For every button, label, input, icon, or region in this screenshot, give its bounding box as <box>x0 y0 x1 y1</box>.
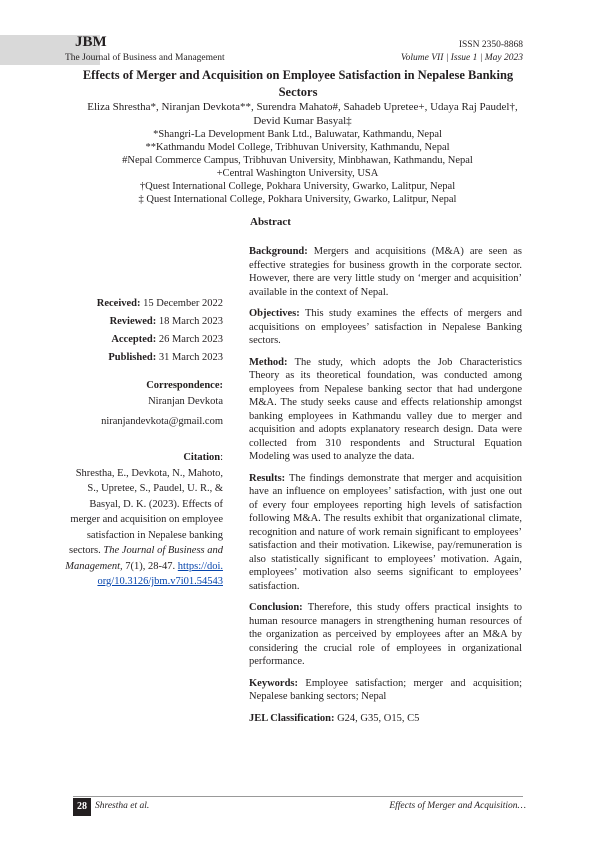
dates-block <box>63 296 223 365</box>
citation-pages: 7(1), 28-47. <box>125 560 176 572</box>
footer-running-title: Effects of Merger and Acquisition… <box>389 801 526 811</box>
journal-name: The Journal of Business and Management <box>65 53 225 63</box>
abstract-objectives <box>249 307 522 348</box>
reviewed-line <box>63 314 223 329</box>
accepted-label: Accepted: <box>111 334 157 345</box>
affiliation-5: †Quest International College, Pokhara University, Gwarko, Lalitpur, Nepal <box>139 181 456 192</box>
paper-title: Effects of Merger and Acquisition on Employee Satisfaction in Nepalese Banking Sectors <box>82 68 514 99</box>
received-label: Received: <box>96 298 141 309</box>
footer-rule <box>73 796 523 797</box>
affiliation-6: ‡ Quest International College, Pokhara University, Gwarko, Lalitpur, Nepal <box>138 194 457 205</box>
citation-label: Citation <box>183 452 221 463</box>
conclusion-label: Conclusion: <box>249 602 303 613</box>
citation-block: Citation: Shrestha, E., Devkota, N., Mahoto, S., Upretee, S., Paudel, U. R., & Basyal, D. K. (2023). Effects of merger and acquisition on employee satisfaction in Nepalese banking sectors. The Journal of Business and Management, 7(1), 28-47. https://doi.org/10.3126/jbm.v7i01.54543 <box>65 452 223 587</box>
published-date: 31 March 2023 <box>158 352 223 363</box>
citation-text: Shrestha, E., Devkota, N., Mahoto, S., Upretee, S., Paudel, U. R., & Basyal, D. K. (2023). Effects of merger and acquisition on employee satisfaction in Nepalese banking sectors. <box>68 467 223 556</box>
affiliation-1: *Shangri-La Development Bank Ltd., Baluwatar, Kathmandu, Nepal <box>153 129 442 140</box>
jel-label: JEL Classification: <box>249 712 335 724</box>
published-line <box>63 350 223 365</box>
received-line <box>63 296 223 311</box>
conclusion-text: Therefore, this study offers practical insights to human resource managers in strengthening human resources of the organization as perceived by employees after an M&A by considering the crucial role of employees in organizational performance. <box>249 602 522 667</box>
abstract-results <box>249 472 522 594</box>
affiliation-4: +Central Washington University, USA <box>216 168 379 179</box>
abstract-body <box>249 245 522 733</box>
correspondence-block <box>63 378 223 430</box>
volume-issue: Volume VII | Issue 1 | May 2023 <box>400 53 523 63</box>
citation-doi-link[interactable]: https://doi.org/10.3126/jbm.v7i01.54543 <box>97 560 223 587</box>
correspondence-name: Niranjan Devkota <box>148 396 223 407</box>
jel-text: G24, G35, O15, C5 <box>337 712 420 724</box>
authors: Eliza Shrestha*, Niranjan Devkota**, Surendra Mahato#, Sahadeb Upretee+, Udaya Raj Paudel†, Devid Kumar Basyal‡ <box>87 101 518 127</box>
objectives-label: Objectives: <box>249 308 300 319</box>
accepted-date: 26 March 2023 <box>158 334 223 345</box>
correspondence-email[interactable]: niranjandevkota@gmail.com <box>101 416 223 427</box>
correspondence-label: Correspondence: <box>146 380 223 391</box>
issn: ISSN 2350-8868 <box>458 40 523 50</box>
published-label: Published: <box>108 352 157 363</box>
background-label: Background: <box>249 246 308 257</box>
footer-authors: Shrestha et al. <box>95 801 150 811</box>
abstract-jel <box>249 712 522 726</box>
objectives-text: This study examines the effects of mergers and acquisitions on employees’ satisfaction in Nepalese Banking sectors. <box>249 308 522 346</box>
reviewed-date: 18 March 2023 <box>158 316 223 327</box>
keywords-text: Employee satisfaction; merger and acquisition; Nepalese banking sectors; Nepal <box>249 677 522 702</box>
abstract-background <box>249 245 522 299</box>
affiliation-2: **Kathmandu Model College, Tribhuvan University, Kathmandu, Nepal <box>145 142 450 153</box>
abstract-keywords <box>249 677 522 704</box>
abstract-method <box>249 356 522 464</box>
page-number: 28 <box>73 798 91 816</box>
abstract-heading: Abstract <box>250 216 291 228</box>
results-text: The findings demonstrate that merger and acquisition have an influence on employees’ satisfaction, with just one out of every four employees reporting high levels of satisfaction following M&A. The results exhibit that organizational climate, recognition and nature of work remain significant to employees’ satisfaction and their motivation. Likewise, pay/remuneration is also statistically significant to employees’ motivation. Again, employees’ motivation also seems significant to employees’ satisfaction. <box>249 472 522 592</box>
background-text: Mergers and acquisitions (M&A) are seen as effective strategies for business growth in the corporate sector. However, there are very little study on ‘merger and acquisition’ available in the context of Nepal. <box>249 246 523 298</box>
abstract-conclusion <box>249 601 522 669</box>
received-date: 15 December 2022 <box>143 298 223 309</box>
accepted-line <box>63 332 223 347</box>
citation-journal: The Journal of Business and Management, <box>65 545 223 572</box>
keywords-label: Keywords: <box>249 677 298 689</box>
journal-abbreviation: JBM <box>75 34 107 50</box>
method-label: Method: <box>249 356 288 368</box>
method-text: The study, which adopts the Job Characteristics Theory as its theoretical foundation, was conducted among employees from Nepalese banking sector that had undergone M&A. The study seeks cause and effects relationship amongst banking employees in Kathmandu valley due to merger and acquisition and adopts explanatory research design. Data were collected from 310 respondents and Structural Equation Modeling was used to analyze the data. <box>249 356 523 462</box>
results-label: Results: <box>249 472 286 484</box>
affiliation-3: #Nepal Commerce Campus, Tribhuvan University, Minbhawan, Kathmandu, Nepal <box>122 155 473 166</box>
affiliations <box>70 128 525 206</box>
reviewed-label: Reviewed: <box>109 316 157 327</box>
